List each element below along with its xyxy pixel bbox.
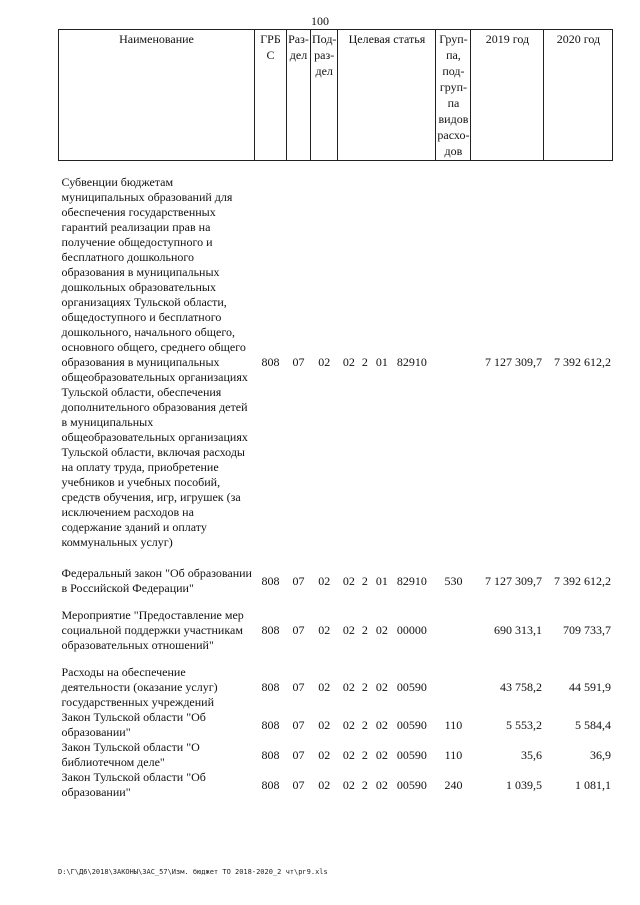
row-name: Закон Тульской области "Об образовании" bbox=[61, 770, 206, 799]
target-code-part: 82910 bbox=[396, 573, 427, 588]
header-podrazdel: Под- раз- дел bbox=[311, 30, 338, 161]
table-row bbox=[59, 566, 613, 596]
target-code-part: 02 bbox=[342, 623, 355, 637]
target-code-part: 02 bbox=[342, 355, 355, 369]
row-2019: 7 127 309,7 bbox=[484, 573, 542, 588]
row-target-code bbox=[338, 566, 436, 596]
row-grbs: 808 bbox=[261, 355, 280, 369]
row-name: Субвенции бюджетам муниципальных образований для обеспечения государственных гарантий реализации прав на получение общедоступного и бесплатного дошкольного образования в муниципальных дошкольных образовательных организациях Тульской области, общедоступного и бесплатного дошкольного, начального общего, основного общего, среднего общего образования в муниципальных общеобразовательных организациях Тульской области, обеспечения дополнительного образования детей в муниципальных общеобразовательных организациях Тульской области, включая расходы на оплату труда, приобретение учебников и учебных пособий, средств обучения, игр, игрушек (за исключением расходов на содержание зданий и оплату коммунальных услуг) bbox=[61, 175, 248, 549]
target-code-part: 00590 bbox=[396, 717, 427, 732]
row-target-code bbox=[338, 608, 436, 653]
file-path-footer: D:\Г\Д6\2018\ЗАКОНЫ\ЗАС_57\Изм. бюджет ТО 2018-2020_2 чт\рг9.xls bbox=[58, 868, 328, 876]
row-spacer bbox=[59, 550, 613, 566]
row-razdel: 07 bbox=[292, 573, 305, 588]
row-target-code bbox=[338, 740, 436, 770]
row-2020: 1 081,1 bbox=[574, 777, 611, 792]
target-code-part: 01 bbox=[375, 573, 388, 588]
table-row bbox=[59, 740, 613, 770]
row-name: Мероприятие "Предоставление мер социальной поддержки участникам образовательных отношений" bbox=[61, 608, 244, 652]
header-target: Целевая статья bbox=[338, 30, 436, 161]
row-podrazdel: 02 bbox=[318, 777, 331, 792]
target-code-part: 00590 bbox=[396, 777, 427, 792]
table-row bbox=[59, 608, 613, 653]
target-code-part: 02 bbox=[342, 777, 355, 792]
row-2019: 35,6 bbox=[520, 747, 542, 762]
target-code-part: 02 bbox=[342, 717, 355, 732]
target-code-part: 2 bbox=[361, 777, 368, 792]
row-2020: 36,9 bbox=[589, 747, 611, 762]
target-code-part: 02 bbox=[375, 777, 388, 792]
target-code-part: 82910 bbox=[396, 355, 427, 369]
header-2020: 2020 год bbox=[544, 30, 613, 161]
row-2020: 7 392 612,2 bbox=[553, 573, 611, 588]
target-code-part: 2 bbox=[361, 355, 368, 369]
row-podrazdel: 02 bbox=[318, 680, 331, 694]
header-name: Наименование bbox=[59, 30, 255, 161]
header-grbs: ГРБ С bbox=[255, 30, 287, 161]
row-razdel: 07 bbox=[292, 680, 305, 694]
table-row bbox=[59, 770, 613, 800]
row-grbs: 808 bbox=[261, 623, 280, 637]
budget-table bbox=[58, 29, 613, 800]
row-2019: 690 313,1 bbox=[493, 623, 542, 637]
row-razdel: 07 bbox=[292, 747, 305, 762]
target-code-part: 00590 bbox=[396, 680, 427, 694]
target-code-part: 02 bbox=[342, 573, 355, 588]
row-group: 240 bbox=[444, 777, 463, 792]
row-group bbox=[436, 175, 471, 550]
row-razdel: 07 bbox=[292, 717, 305, 732]
target-code-part: 2 bbox=[361, 680, 368, 694]
row-grbs: 808 bbox=[261, 573, 280, 588]
row-podrazdel: 02 bbox=[318, 355, 331, 369]
row-target-code bbox=[338, 770, 436, 800]
row-podrazdel: 02 bbox=[318, 573, 331, 588]
target-code-part: 02 bbox=[375, 680, 388, 694]
row-podrazdel: 02 bbox=[318, 717, 331, 732]
row-group: 530 bbox=[444, 573, 463, 588]
row-2019: 7 127 309,7 bbox=[484, 355, 542, 369]
row-2019: 43 758,2 bbox=[499, 680, 542, 694]
target-code-part: 02 bbox=[342, 747, 355, 762]
row-2020: 44 591,9 bbox=[568, 680, 611, 694]
row-2019: 1 039,5 bbox=[505, 777, 542, 792]
row-spacer bbox=[59, 596, 613, 608]
header-group: Груп- па, под- груп- па видов расхо- дов bbox=[436, 30, 471, 161]
target-code-part: 00590 bbox=[396, 747, 427, 762]
header-2019: 2019 год bbox=[471, 30, 544, 161]
row-spacer bbox=[59, 653, 613, 665]
row-group bbox=[436, 665, 471, 710]
target-code-part: 00000 bbox=[396, 623, 427, 637]
row-target-code bbox=[338, 665, 436, 710]
table-row bbox=[59, 710, 613, 740]
target-code-part: 2 bbox=[361, 623, 368, 637]
row-2019: 5 553,2 bbox=[505, 717, 542, 732]
row-name: Федеральный закон "Об образовании в Российской Федерации" bbox=[61, 566, 252, 595]
row-group: 110 bbox=[444, 717, 463, 732]
row-2020: 5 584,4 bbox=[574, 717, 611, 732]
row-name: Закон Тульской области "О библиотечном деле" bbox=[61, 740, 200, 769]
row-target-code bbox=[338, 175, 436, 550]
row-group bbox=[436, 608, 471, 653]
header-razdel: Раз- дел bbox=[287, 30, 311, 161]
table-header bbox=[59, 30, 613, 161]
target-code-part: 02 bbox=[375, 623, 388, 637]
table-row bbox=[59, 175, 613, 550]
row-2020: 7 392 612,2 bbox=[553, 355, 611, 369]
target-code-part: 2 bbox=[361, 573, 368, 588]
row-name: Закон Тульской области "Об образовании" bbox=[61, 710, 206, 739]
row-2020: 709 733,7 bbox=[562, 623, 611, 637]
row-grbs: 808 bbox=[261, 777, 280, 792]
row-podrazdel: 02 bbox=[318, 623, 331, 637]
target-code-part: 2 bbox=[361, 747, 368, 762]
row-spacer bbox=[59, 161, 613, 176]
row-target-code bbox=[338, 710, 436, 740]
target-code-part: 01 bbox=[375, 355, 388, 369]
row-grbs: 808 bbox=[261, 680, 280, 694]
row-grbs: 808 bbox=[261, 717, 280, 732]
row-razdel: 07 bbox=[292, 355, 305, 369]
row-grbs: 808 bbox=[261, 747, 280, 762]
target-code-part: 02 bbox=[342, 680, 355, 694]
target-code-part: 02 bbox=[375, 717, 388, 732]
row-name: Расходы на обеспечение деятельности (оказание услуг) государственных учреждений bbox=[61, 665, 218, 709]
target-code-part: 02 bbox=[375, 747, 388, 762]
table-row bbox=[59, 665, 613, 710]
page-number: 100 bbox=[311, 14, 329, 28]
row-group: 110 bbox=[444, 747, 463, 762]
row-podrazdel: 02 bbox=[318, 747, 331, 762]
target-code-part: 2 bbox=[361, 717, 368, 732]
row-razdel: 07 bbox=[292, 777, 305, 792]
row-razdel: 07 bbox=[292, 623, 305, 637]
